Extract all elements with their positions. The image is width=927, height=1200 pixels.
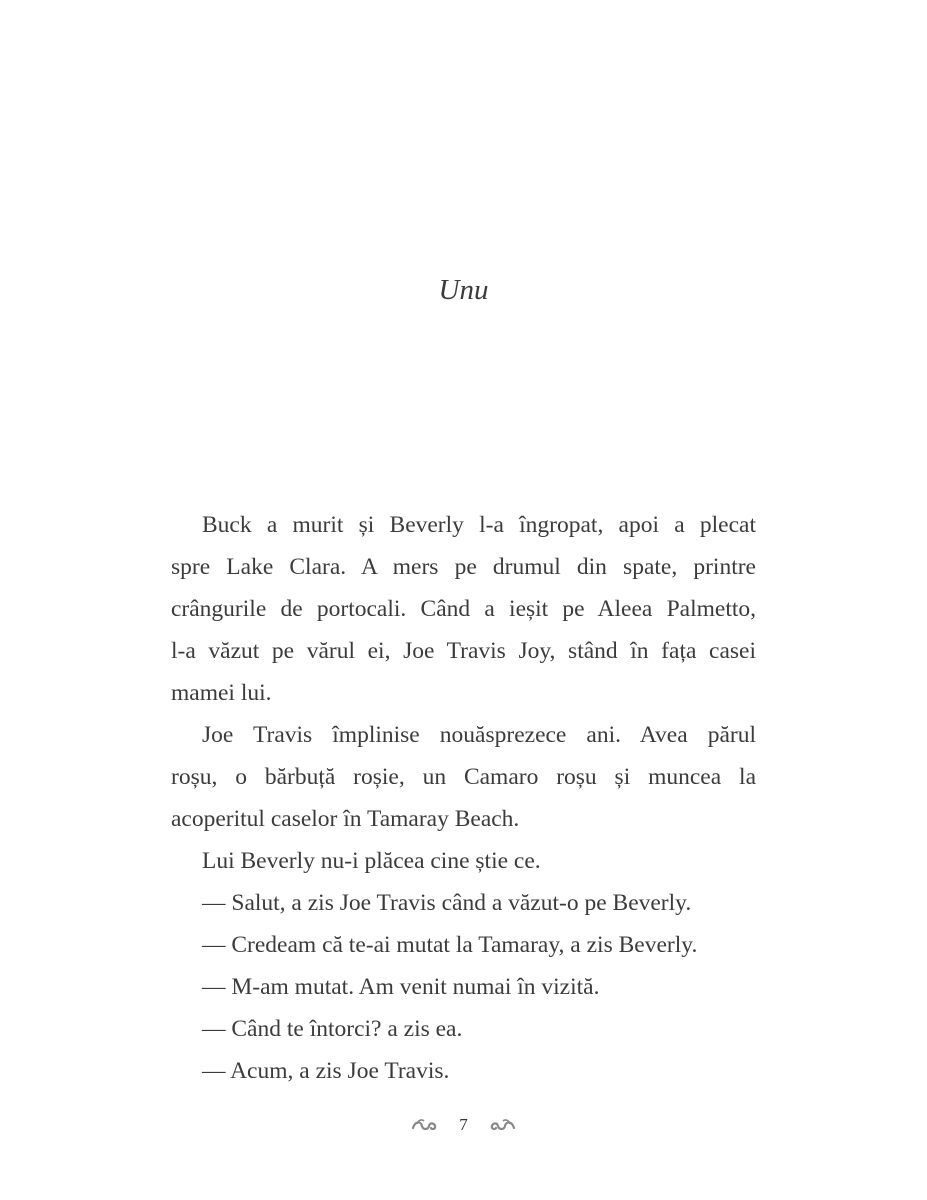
- text-line: — Când te întorci? a zis ea.: [202, 1016, 463, 1042]
- page-number: 7: [459, 1115, 468, 1134]
- text-line: — M-am mutat. Am venit numai în vizită.: [202, 974, 600, 1000]
- left-ornament-icon: [411, 1117, 437, 1133]
- text-line: l-a văzut pe vărul ei, Joe Travis Joy, stând în fața casei: [171, 638, 756, 664]
- text-line: — Acum, a zis Joe Travis.: [202, 1058, 450, 1084]
- text-line: — Salut, a zis Joe Travis când a văzut-o pe Beverly.: [202, 890, 692, 916]
- body-text: [171, 504, 756, 1092]
- chapter-title: Unu: [438, 274, 489, 306]
- text-line: Lui Beverly nu-i plăcea cine știe ce.: [202, 848, 541, 874]
- text-line: Joe Travis împlinise nouăsprezece ani. Avea părul: [202, 722, 756, 748]
- text-line: Buck a murit și Beverly l-a îngropat, apoi a plecat: [202, 512, 756, 538]
- text-line: spre Lake Clara. A mers pe drumul din spate, printre: [171, 554, 756, 580]
- text-line: crângurile de portocali. Când a ieșit pe Aleea Palmetto,: [171, 596, 756, 622]
- text-line: mamei lui.: [171, 680, 272, 706]
- text-line: roșu, o bărbuță roșie, un Camaro roșu și muncea la: [171, 764, 756, 790]
- text-line: — Credeam că te-ai mutat la Tamaray, a zis Beverly.: [202, 932, 698, 958]
- text-line: acoperitul caselor în Tamaray Beach.: [171, 806, 520, 832]
- right-ornament-icon: [490, 1117, 516, 1133]
- page-footer: [0, 1115, 927, 1135]
